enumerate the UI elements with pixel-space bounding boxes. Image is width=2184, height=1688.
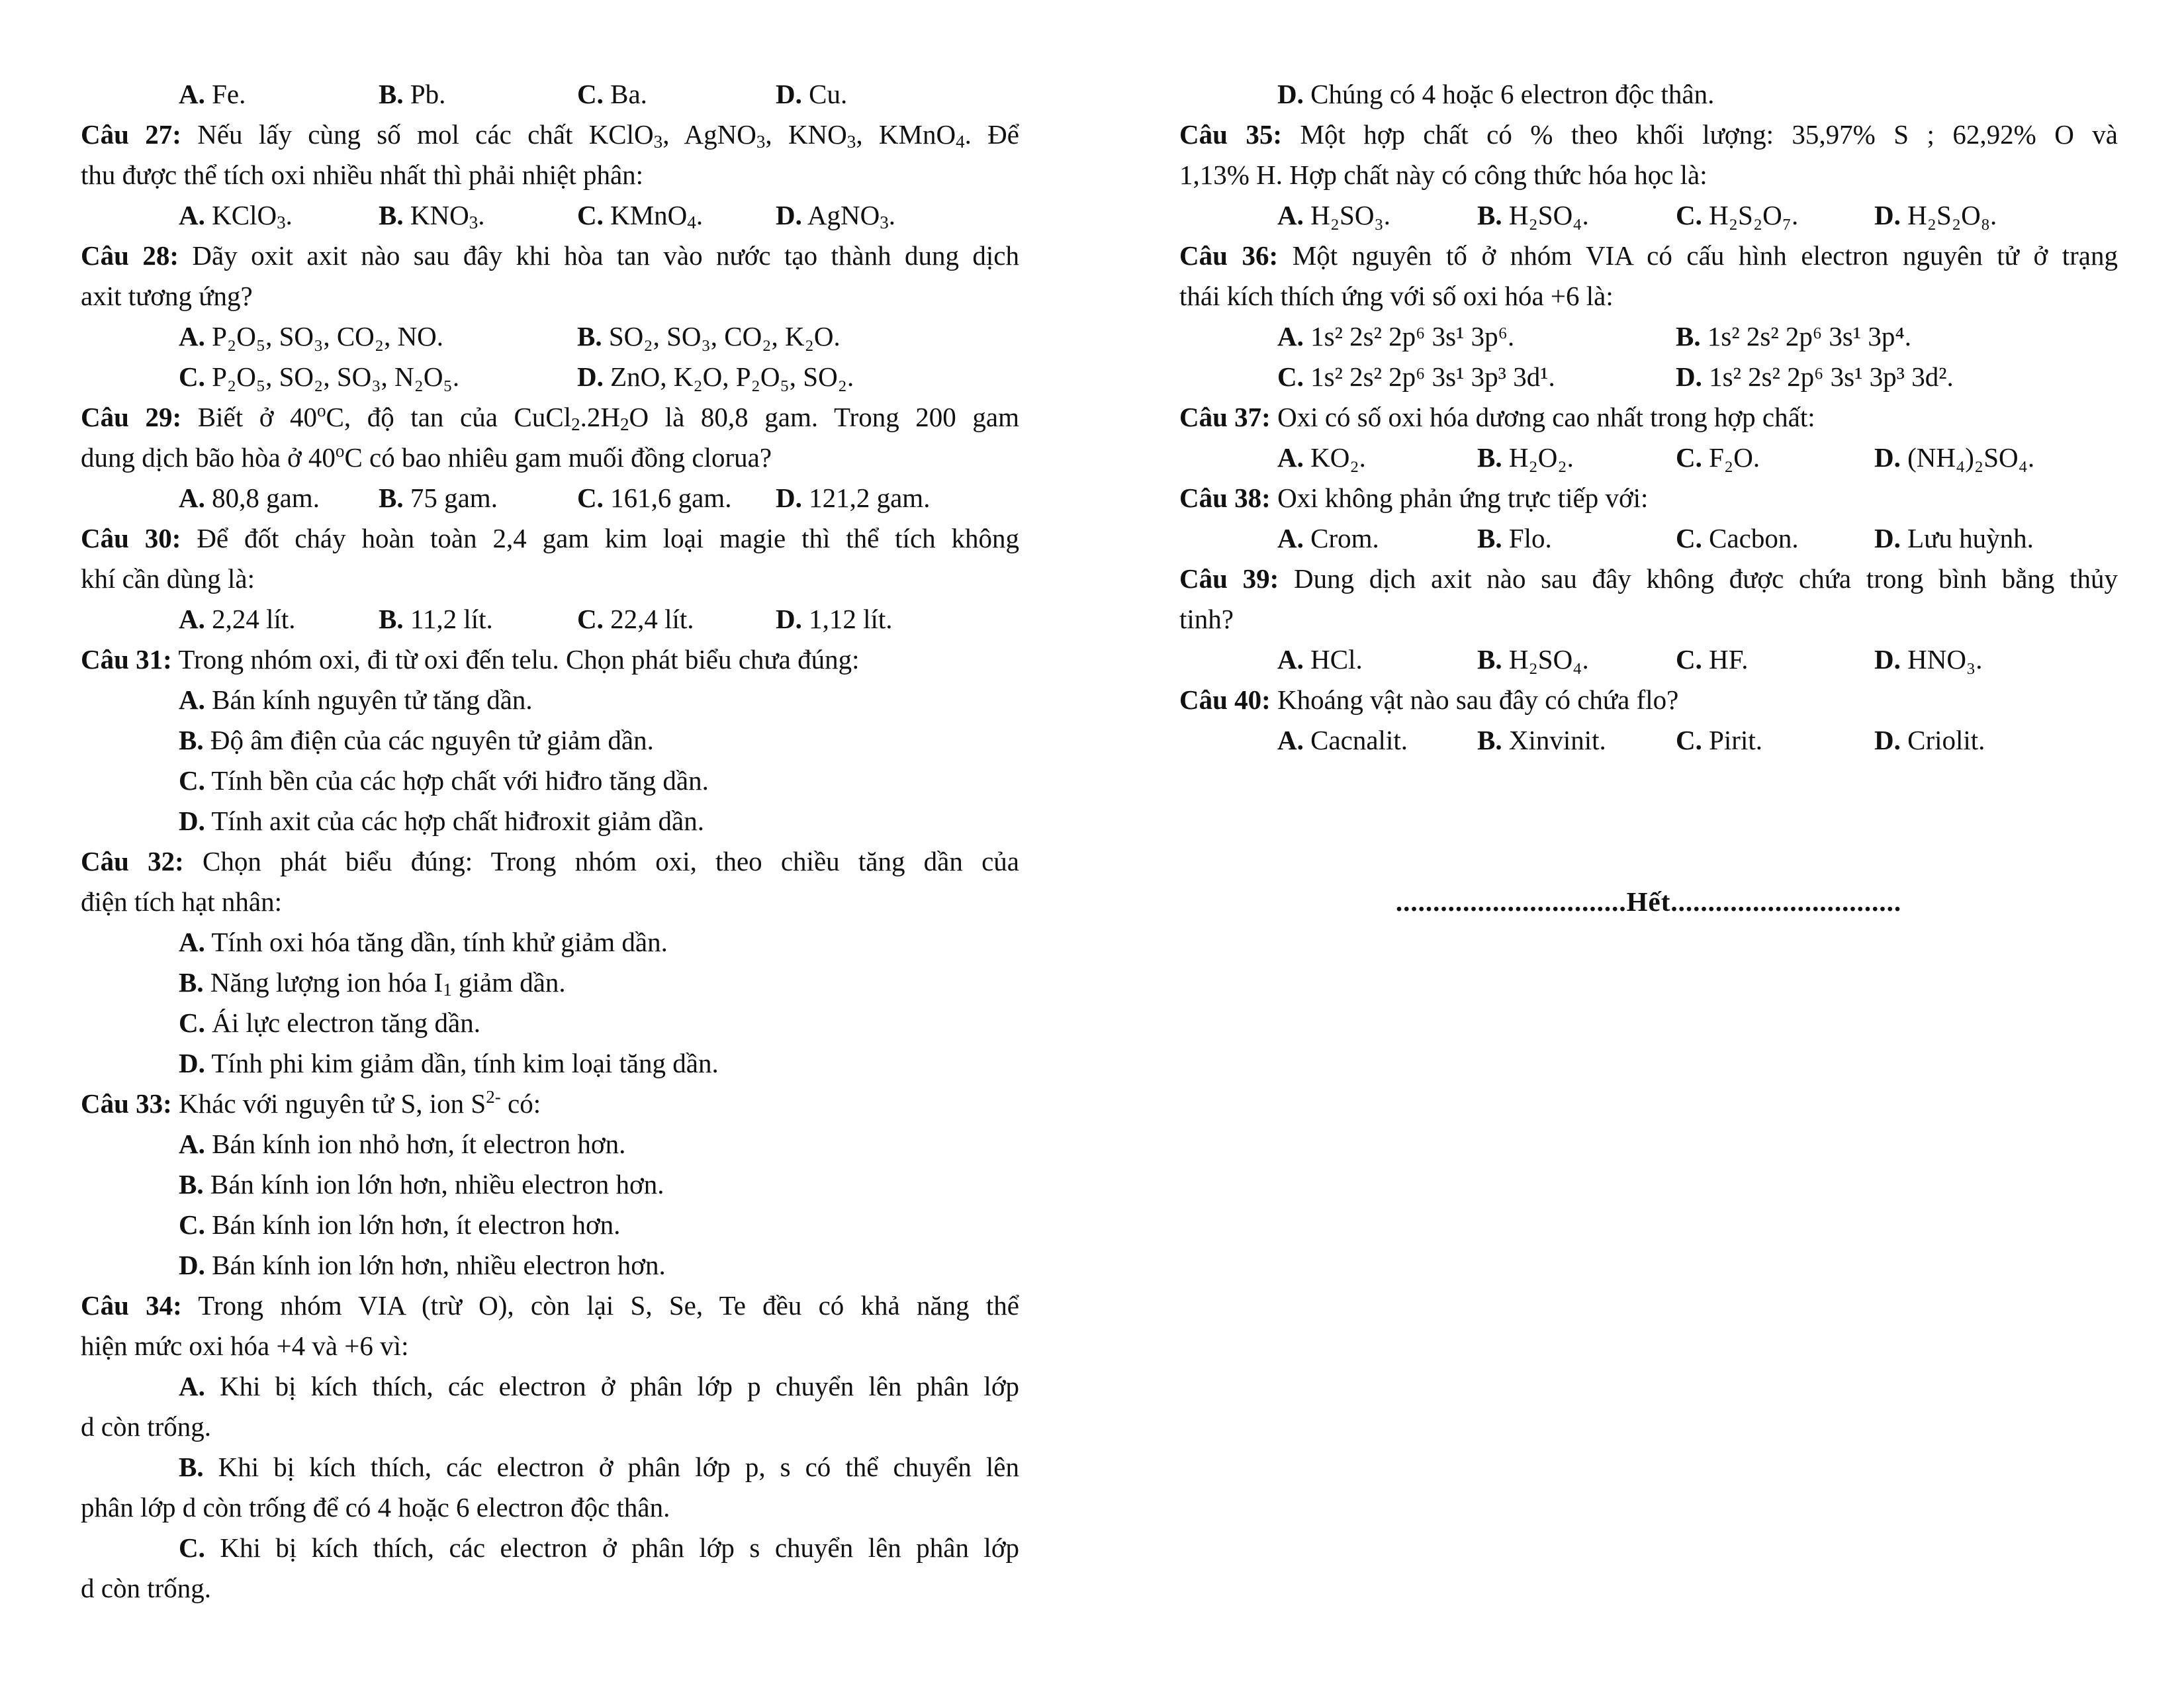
q29-option-b: B. 75 gam. — [379, 483, 498, 513]
q28-options-ab — [81, 316, 1019, 357]
q27-stem: Câu 27: Nếu lấy cùng số mol các chất KClO$_3$, AgNO$_3$, $KNO_3$, KMnO$_4$. Để — [81, 119, 1019, 152]
q37-stem: Câu 37: Oxi có số oxi hóa dương cao nhất trong hợp chất: — [1179, 402, 1815, 432]
spacer — [1179, 801, 2118, 841]
q35-option-a: A. H₂SO₃. — [1277, 200, 1390, 230]
q31-stem: Câu 31: Trong nhóm oxi, đi từ oxi đến telu. Chọn phát biểu chưa đúng: — [81, 644, 860, 675]
q29-option-d: D. 121,2 gam. — [776, 483, 931, 513]
q39-options — [1179, 639, 2118, 680]
q29-options — [81, 478, 1019, 518]
q34-option-c: C. Khi bị kích thích, các electron ở phân lớp s chuyển lên phân lớp — [179, 1532, 1020, 1563]
q38-option-a: A. Crom. — [1277, 523, 1379, 553]
q37-option-d: D. (NH₄)₂SO₄. — [1874, 442, 2035, 473]
q40-option-d: D. Criolit. — [1874, 725, 1985, 755]
q33-stem: Câu 33: Khác với nguyên tử S, ion $S^{2-}$ có: — [81, 1087, 541, 1119]
q35-option-b: B. H₂SO₄. — [1477, 200, 1589, 230]
q28-option-a: A. P₂O₅, SO₃, CO₂, NO. — [179, 321, 444, 352]
q29-option-a: A. 80,8 gam. — [179, 483, 320, 513]
q29-option-c: C. 161,6 gam. — [577, 483, 732, 513]
q38-option-b: B. Flo. — [1477, 523, 1552, 553]
q35-stem: Câu 35: Một hợp chất có % theo khối lượng: 35,97% S ; 62,92% O và — [1179, 119, 2118, 150]
q27-option-d: D. AgNO$_3$. — [776, 200, 895, 232]
q28-stem-line2: axit tương ứng? — [81, 281, 253, 311]
end-marker: ...............................Hết............................... — [1395, 886, 1902, 917]
q35-stem-line2: 1,13% H. Hợp chất này có công thức hóa học là: — [1179, 160, 1707, 190]
q39-option-c: C. HF. — [1676, 644, 1749, 675]
q32-option-a: A. Tính oxi hóa tăng dần, tính khử giảm dần. — [179, 927, 668, 957]
q30-option-c: C. 22,4 lít. — [577, 604, 694, 634]
q36-stem: Câu 36: Một nguyên tố ở nhóm VIA có cấu hình electron nguyên tử ở trạng — [1179, 240, 2118, 271]
q36-options-cd — [1179, 357, 2118, 397]
q33-option-c: C. Bán kính ion lớn hơn, ít electron hơn. — [179, 1209, 621, 1240]
left-column — [81, 74, 1019, 1609]
q36-stem-line2: thái kích thích ứng với số oxi hóa +6 là: — [1179, 281, 1614, 311]
q34-option-c-cont: d còn trống. — [81, 1573, 211, 1603]
q36-option-d: D. 1s² 2s² 2p⁶ 3s¹ 3p³ 3d². — [1676, 361, 1954, 392]
q40-option-c: C. Pirit. — [1676, 725, 1762, 755]
q39-option-b: B. H₂SO₄. — [1477, 644, 1589, 675]
q28-option-b: B. SO₂, SO₃, CO₂, K₂O. — [577, 321, 841, 352]
q37-options — [1179, 438, 2118, 478]
q38-stem: Câu 38: Oxi không phản ứng trực tiếp với: — [1179, 483, 1649, 513]
q39-option-d: D. HNO₃. — [1874, 644, 1983, 675]
q27-option-a: A. KClO$_3$. — [179, 200, 293, 232]
q26-option-c: C. Ba. — [577, 79, 647, 109]
q27-options — [81, 195, 1019, 236]
q31-option-b: B. Độ âm điện của các nguyên tử giảm dần. — [179, 725, 654, 755]
q29-stem-line2: dung dịch bão hòa ở 40$^o$C có bao nhiêu gam muối đồng clorua? — [81, 441, 772, 473]
q34-option-d: D. Chúng có 4 hoặc 6 electron độc thân. — [1277, 79, 1715, 109]
q34-option-a-cont: d còn trống. — [81, 1411, 211, 1442]
q37-option-b: B. H₂O₂. — [1477, 442, 1574, 473]
q37-option-c: C. F₂O. — [1676, 442, 1760, 473]
q34-stem: Câu 34: Trong nhóm VIA (trừ O), còn lại S, Se, Te đều có khả năng thể — [81, 1290, 1019, 1321]
q31-option-d: D. Tính axit của các hợp chất hiđroxit giảm dần. — [179, 806, 705, 836]
q28-option-c: C. P₂O₅, SO₂, SO₃, N₂O₅. — [179, 361, 460, 392]
q30-options — [81, 599, 1019, 639]
q36-option-b: B. 1s² 2s² 2p⁶ 3s¹ 3p⁴. — [1676, 321, 1911, 352]
q37-option-a: A. KO₂. — [1277, 442, 1366, 473]
spacer — [1179, 841, 2118, 882]
q30-option-a: A. 2,24 lít. — [179, 604, 296, 634]
q30-option-b: B. 11,2 lít. — [379, 604, 493, 634]
q38-option-c: C. Cacbon. — [1676, 523, 1799, 553]
q36-option-a: A. 1s² 2s² 2p⁶ 3s¹ 3p⁶. — [1277, 321, 1515, 352]
q35-option-d: D. H₂S₂O₈. — [1874, 200, 1997, 230]
q33-option-d: D. Bán kính ion lớn hơn, nhiều electron hơn. — [179, 1250, 666, 1280]
q30-stem: Câu 30: Để đốt cháy hoàn toàn 2,4 gam kim loại magie thì thể tích không — [81, 523, 1020, 553]
q39-stem-line2: tinh? — [1179, 604, 1234, 634]
q28-stem: Câu 28: Dãy oxit axit nào sau đây khi hòa tan vào nước tạo thành dung dịch — [81, 240, 1019, 271]
q32-stem: Câu 32: Chọn phát biểu đúng: Trong nhóm oxi, theo chiều tăng dần của — [81, 846, 1019, 876]
spacer — [1179, 761, 2118, 801]
q35-option-c: C. H₂S₂O₇. — [1676, 200, 1799, 230]
q30-stem-line2: khí cần dùng là: — [81, 563, 255, 594]
q36-options-ab — [1179, 316, 2118, 357]
q34-option-b-cont: phân lớp d còn trống để có 4 hoặc 6 electron độc thân. — [81, 1492, 670, 1523]
q27-option-b: B. $KNO_3$. — [379, 200, 485, 232]
q38-option-d: D. Lưu huỳnh. — [1874, 523, 2034, 553]
q33-option-b: B. Bán kính ion lớn hơn, nhiều electron hơn. — [179, 1169, 664, 1199]
q30-option-d: D. 1,12 lít. — [776, 604, 893, 634]
q39-stem: Câu 39: Dung dịch axit nào sau đây không được chứa trong bình bằng thủy — [1179, 563, 2118, 594]
q34-option-b: B. Khi bị kích thích, các electron ở phân lớp p, s có thể chuyển lên — [179, 1452, 1019, 1482]
q27-stem-line2: thu được thể tích oxi nhiều nhất thì phải nhiệt phân: — [81, 160, 644, 190]
q38-options — [1179, 518, 2118, 559]
q26-options — [81, 74, 1019, 115]
q32-option-b: B. Năng lượng ion hóa $I_1$ giảm dần. — [179, 967, 566, 1000]
q31-option-a: A. Bán kính nguyên tử tăng dần. — [179, 684, 533, 715]
q32-option-d: D. Tính phi kim giảm dần, tính kim loại tăng dần. — [179, 1048, 719, 1078]
q26-option-b: B. Pb. — [379, 79, 446, 109]
q26-option-d: D. Cu. — [776, 79, 848, 109]
q39-option-a: A. HCl. — [1277, 644, 1363, 675]
q28-options-cd — [81, 357, 1019, 397]
right-column — [1179, 74, 2118, 922]
q34-stem-line2: hiện mức oxi hóa +4 và +6 vì: — [81, 1331, 409, 1361]
q32-option-c: C. Ái lực electron tăng dần. — [179, 1008, 480, 1038]
q40-option-b: B. Xinvinit. — [1477, 725, 1606, 755]
q40-stem: Câu 40: Khoáng vật nào sau đây có chứa flo? — [1179, 684, 1679, 715]
q31-option-c: C. Tính bền của các hợp chất với hiđro tăng dần. — [179, 765, 709, 796]
q27-option-c: C. KMnO$_4$. — [577, 200, 704, 232]
q36-option-c: C. 1s² 2s² 2p⁶ 3s¹ 3p³ 3d¹. — [1277, 361, 1555, 392]
q29-stem: Câu 29: Biết ở 40$^o$C, độ tan của $CuCl_2.2H_2O$ là 80,8 gam. Trong 200 gam — [81, 400, 1019, 434]
q35-options — [1179, 195, 2118, 236]
q26-option-a: A. Fe. — [179, 79, 246, 109]
q40-options — [1179, 720, 2118, 761]
q32-stem-line2: điện tích hạt nhân: — [81, 886, 282, 917]
q33-option-a: A. Bán kính ion nhỏ hơn, ít electron hơn. — [179, 1129, 626, 1159]
q28-option-d: D. ZnO, K₂O, P₂O₅, SO₂. — [577, 361, 854, 392]
q40-option-a: A. Cacnalit. — [1277, 725, 1408, 755]
q34-option-a: A. Khi bị kích thích, các electron ở phân lớp p chuyển lên phân lớp — [179, 1371, 1019, 1401]
